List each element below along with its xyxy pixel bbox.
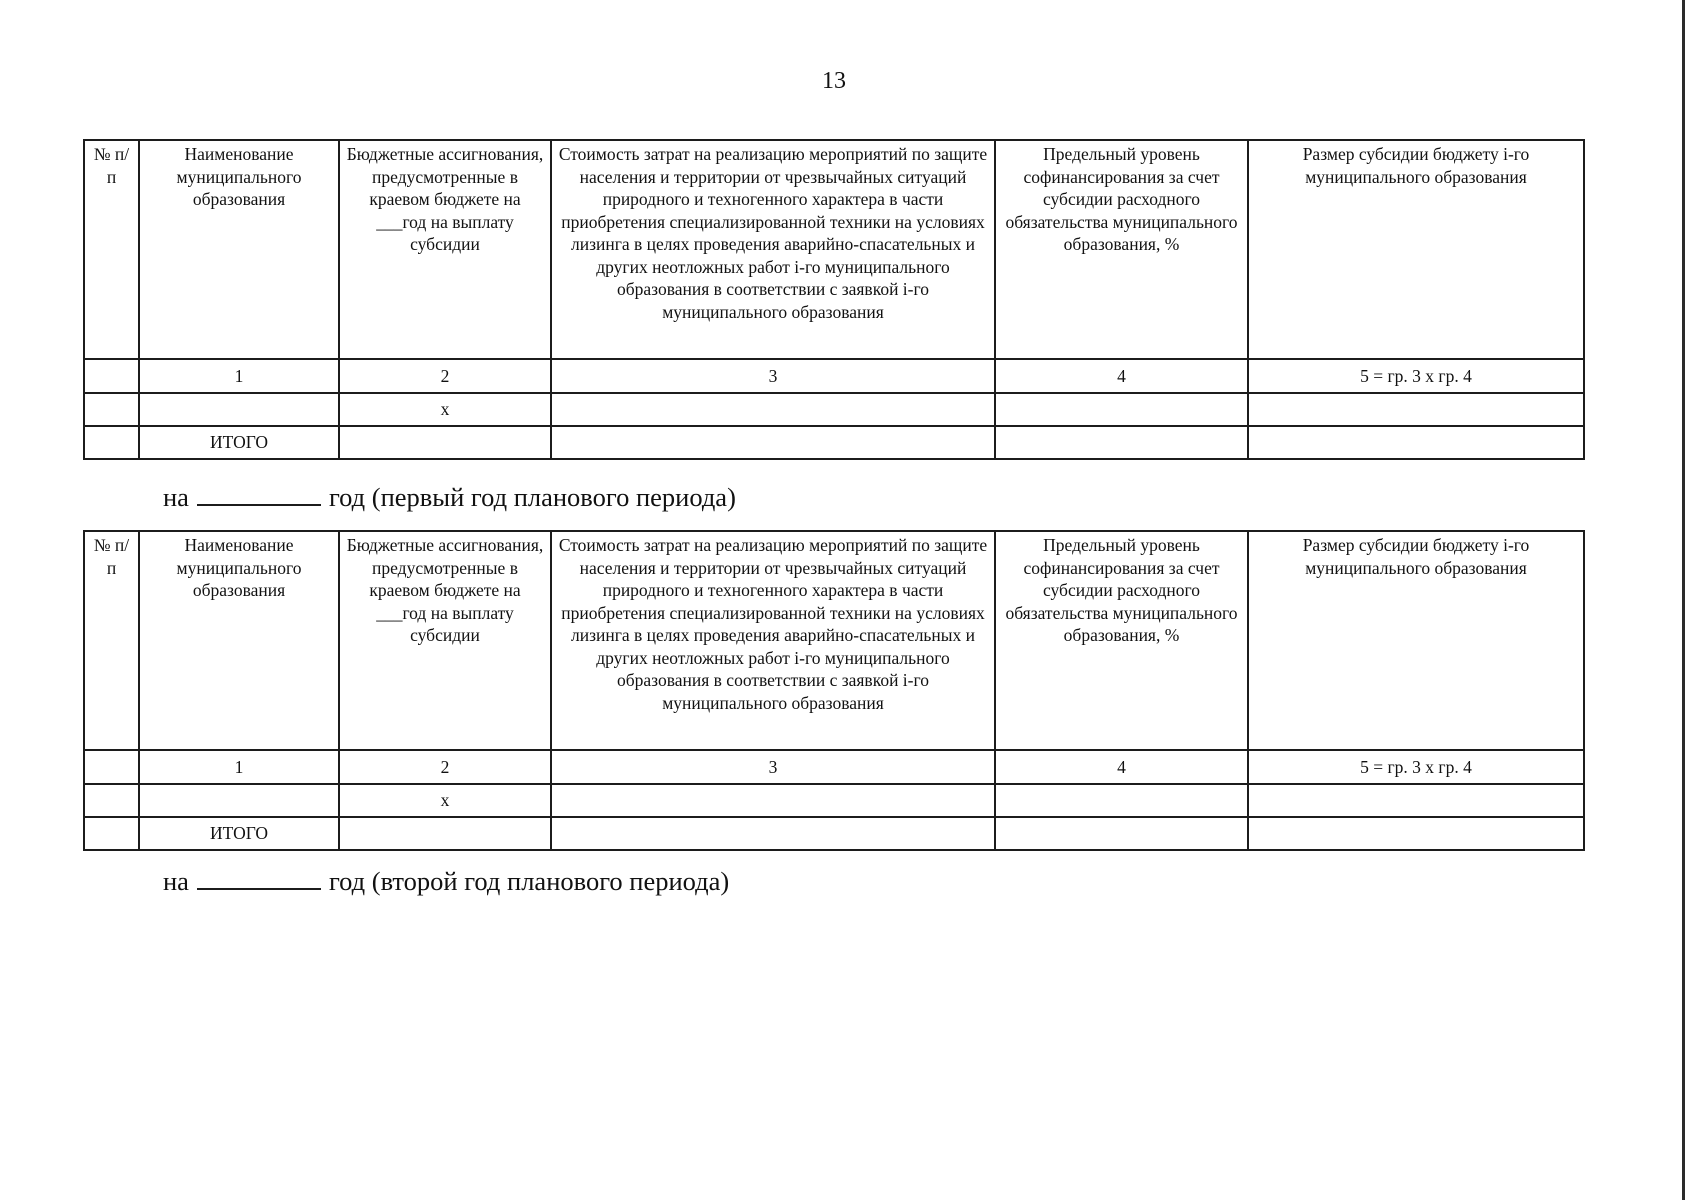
table-cell [995,393,1248,426]
table-cell [1248,426,1584,459]
total-row [84,817,1584,850]
period-heading-first-year [163,482,736,513]
table-cell [551,426,995,459]
column-number-cell [84,359,139,393]
table-cell [139,784,339,817]
table-cell [1248,784,1584,817]
subsidy-table-first-planning-year [83,530,1585,851]
table-cell [995,784,1248,817]
table-row [84,784,1584,817]
table-cell [1248,393,1584,426]
column-number-cell: 3 [551,750,995,784]
column-number-cell: 2 [339,750,551,784]
period-prefix: на [163,482,189,512]
table-cell [339,426,551,459]
table-cell: х [339,393,551,426]
column-number-cell: 2 [339,359,551,393]
column-number-cell: 1 [139,750,339,784]
column-number-cell: 4 [995,359,1248,393]
header-subsidy-amount: Размер субсидии бюджету i-го муниципального образования [1248,531,1584,750]
total-label: ИТОГО [139,817,339,850]
blank-line [197,868,321,890]
table-cell [551,784,995,817]
period-suffix: год (первый год планового периода) [328,482,736,512]
table-cell [84,393,139,426]
table-cell [139,393,339,426]
subsidy-table-current-year [83,139,1585,460]
column-number-cell: 5 = гр. 3 х гр. 4 [1248,359,1584,393]
column-number-cell [84,750,139,784]
scan-page-edge [1682,0,1685,1200]
table-cell [84,784,139,817]
table-cell: х [339,784,551,817]
header-budget-allocations: Бюджетные ассигнования, предусмотренные в краевом бюджете на ___год на выплату субсидии [339,531,551,750]
column-number-row [84,359,1584,393]
column-number-row [84,750,1584,784]
table-cell [1248,817,1584,850]
column-number-cell: 5 = гр. 3 х гр. 4 [1248,750,1584,784]
table-cell [551,817,995,850]
header-row [84,531,1584,750]
total-label: ИТОГО [139,426,339,459]
table-cell [84,817,139,850]
blank-line [197,484,321,506]
period-prefix: на [163,866,189,896]
table-cell [551,393,995,426]
header-row [84,140,1584,359]
table-cell [339,817,551,850]
period-heading-second-year [163,866,729,897]
table-row [84,393,1584,426]
header-municipality-name: Наименование муниципального образования [139,531,339,750]
header-subsidy-amount: Размер субсидии бюджету i-го муниципального образования [1248,140,1584,359]
column-number-cell: 3 [551,359,995,393]
table-cell [84,426,139,459]
header-budget-allocations: Бюджетные ассигнования, предусмотренные в краевом бюджете на ___год на выплату субсидии [339,140,551,359]
period-suffix: год (второй год планового периода) [328,866,730,896]
total-row [84,426,1584,459]
header-cost-of-measures: Стоимость затрат на реализацию мероприятий по защите населения и территории от чрезвычайных ситуаций природного и техногенного характера в части приобретения специализированной техники на условиях лизинга в целях проведения аварийно-спасательных и других неотложных работ i-го муниципального образования в соответствии с заявкой i-го муниципального образования [551,140,995,359]
header-municipality-name: Наименование муниципального образования [139,140,339,359]
page-number: 13 [822,68,846,94]
header-number: № п/п [84,531,139,750]
column-number-cell: 1 [139,359,339,393]
table-cell [995,817,1248,850]
header-cost-of-measures: Стоимость затрат на реализацию мероприятий по защите населения и территории от чрезвычайных ситуаций природного и техногенного характера в части приобретения специализированной техники на условиях лизинга в целях проведения аварийно-спасательных и других неотложных работ i-го муниципального образования в соответствии с заявкой i-го муниципального образования [551,531,995,750]
header-cofinancing-level: Предельный уровень софинансирования за счет субсидии расходного обязательства муниципального образования, % [995,140,1248,359]
header-cofinancing-level: Предельный уровень софинансирования за счет субсидии расходного обязательства муниципального образования, % [995,531,1248,750]
column-number-cell: 4 [995,750,1248,784]
header-number: № п/п [84,140,139,359]
table-cell [995,426,1248,459]
